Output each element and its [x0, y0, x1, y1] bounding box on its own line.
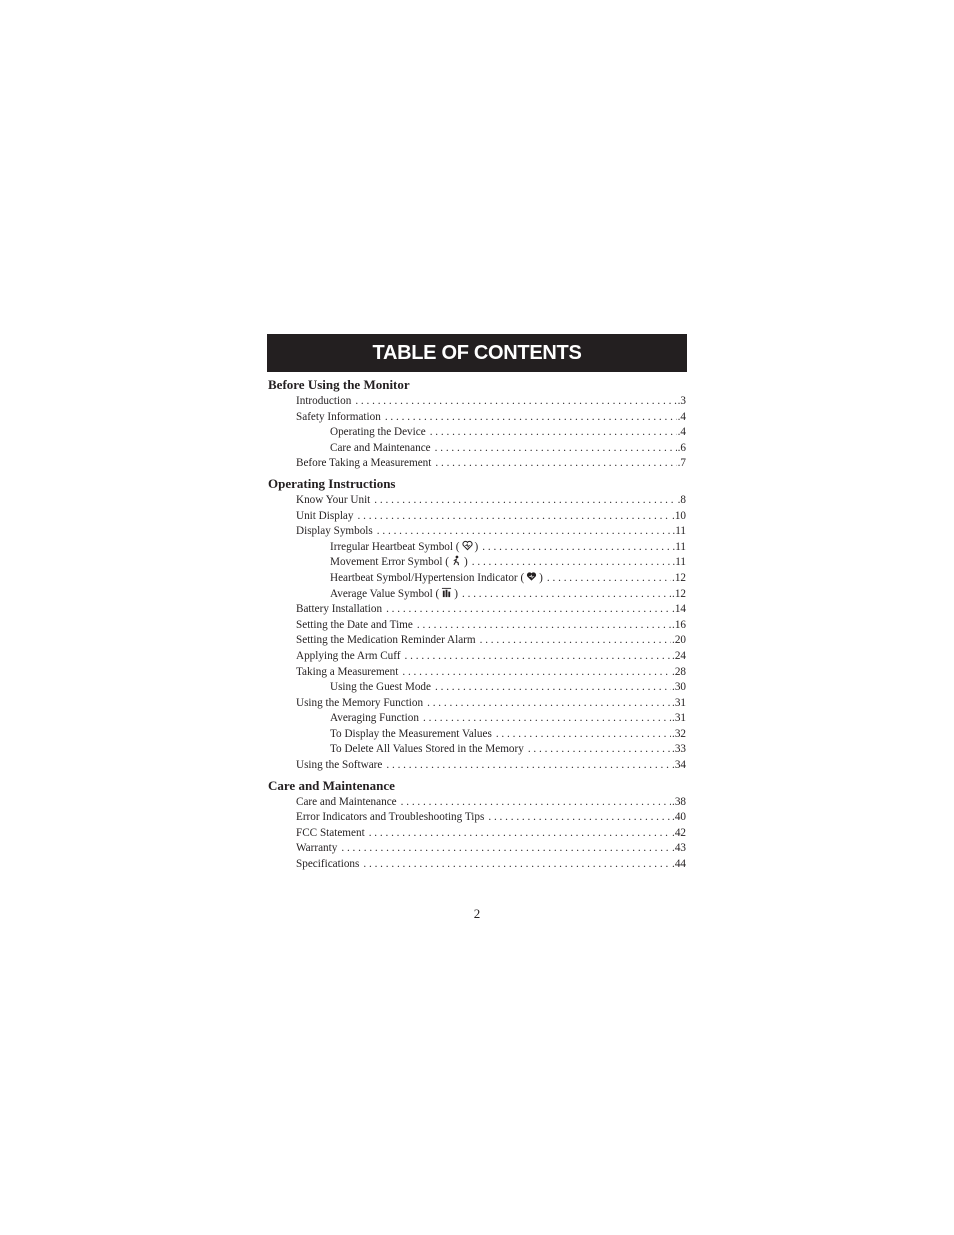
toc-entry-battery-installation[interactable]: Battery Installation . . . .14 — [268, 602, 686, 618]
toc-header-bar — [267, 334, 687, 372]
toc-section-operating-instructions — [268, 476, 686, 774]
toc-entry-applying-arm-cuff[interactable]: Applying the Arm Cuff . . . .24 — [268, 649, 686, 665]
page-title: TABLE OF CONTENTS — [372, 341, 582, 364]
toc-entry-unit-display[interactable]: Unit Display . . . .10 — [268, 509, 686, 525]
toc-entry-heartbeat-hypertension[interactable]: Heartbeat Symbol/Hypertension Indicator ( ) . . . .12 — [268, 571, 686, 587]
toc-entry-setting-date-time[interactable]: Setting the Date and Time . . . .16 — [268, 618, 686, 634]
average-value-icon — [441, 587, 452, 598]
toc-section-before-using — [268, 377, 686, 472]
toc-entry-average-value[interactable]: Average Value Symbol ( ) . . . .12 — [268, 587, 686, 603]
toc-entry-medication-reminder[interactable]: Setting the Medication Reminder Alarm . . . .20 — [268, 633, 686, 649]
toc-entry-warranty[interactable]: Warranty . . . .43 — [268, 841, 686, 857]
toc-entry-operating-the-device[interactable]: Operating the Device . . . .4 — [268, 425, 686, 441]
toc-entry-display-measurement-values[interactable]: To Display the Measurement Values . . . .32 — [268, 727, 686, 743]
toc-entry-taking-measurement[interactable]: Taking a Measurement . . . .28 — [268, 665, 686, 681]
toc-entry-delete-all-values[interactable]: To Delete All Values Stored in the Memory . . . .33 — [268, 742, 686, 758]
toc-entry-specifications[interactable]: Specifications . . . .44 — [268, 857, 686, 873]
toc-entry-fcc-statement[interactable]: FCC Statement . . . .42 — [268, 826, 686, 842]
toc-section-care-and-maintenance — [268, 778, 686, 873]
movement-error-icon — [451, 555, 462, 566]
toc-entry-irregular-heartbeat[interactable]: Irregular Heartbeat Symbol ( ) . . . .11 — [268, 540, 686, 556]
toc-entry-using-software[interactable]: Using the Software . . . .34 — [268, 758, 686, 774]
irregular-heartbeat-icon — [462, 540, 473, 551]
toc-entry-guest-mode[interactable]: Using the Guest Mode . . . .30 — [268, 680, 686, 696]
toc-entry-display-symbols[interactable]: Display Symbols . . . .11 — [268, 524, 686, 540]
toc-entry-before-taking-measurement[interactable]: Before Taking a Measurement . . . .7 — [268, 456, 686, 472]
heartbeat-icon — [526, 571, 537, 582]
toc-entry-introduction[interactable]: Introduction . . . .3 — [268, 394, 686, 410]
toc-entry-care-and-maintenance-sub[interactable]: Care and Maintenance . . . .6 — [268, 441, 686, 457]
toc-entry-error-indicators[interactable]: Error Indicators and Troubleshooting Tips . . . .40 — [268, 810, 686, 826]
toc-entry-memory-function[interactable]: Using the Memory Function . . . .31 — [268, 696, 686, 712]
section-heading: Operating Instructions — [268, 475, 396, 491]
toc-entry-safety-information[interactable]: Safety Information . . . .4 — [268, 410, 686, 426]
toc-entry-know-your-unit[interactable]: Know Your Unit . . . .8 — [268, 493, 686, 509]
toc-entry-movement-error[interactable]: Movement Error Symbol ( ) . . . .11 — [268, 555, 686, 571]
section-heading: Care and Maintenance — [268, 777, 395, 793]
section-heading: Before Using the Monitor — [268, 377, 410, 392]
toc-entry-care-and-maintenance[interactable]: Care and Maintenance . . . .38 — [268, 795, 686, 811]
toc-list — [268, 377, 686, 877]
page-number: 2 — [473, 906, 481, 921]
toc-entry-averaging-function[interactable]: Averaging Function . . . .31 — [268, 711, 686, 727]
